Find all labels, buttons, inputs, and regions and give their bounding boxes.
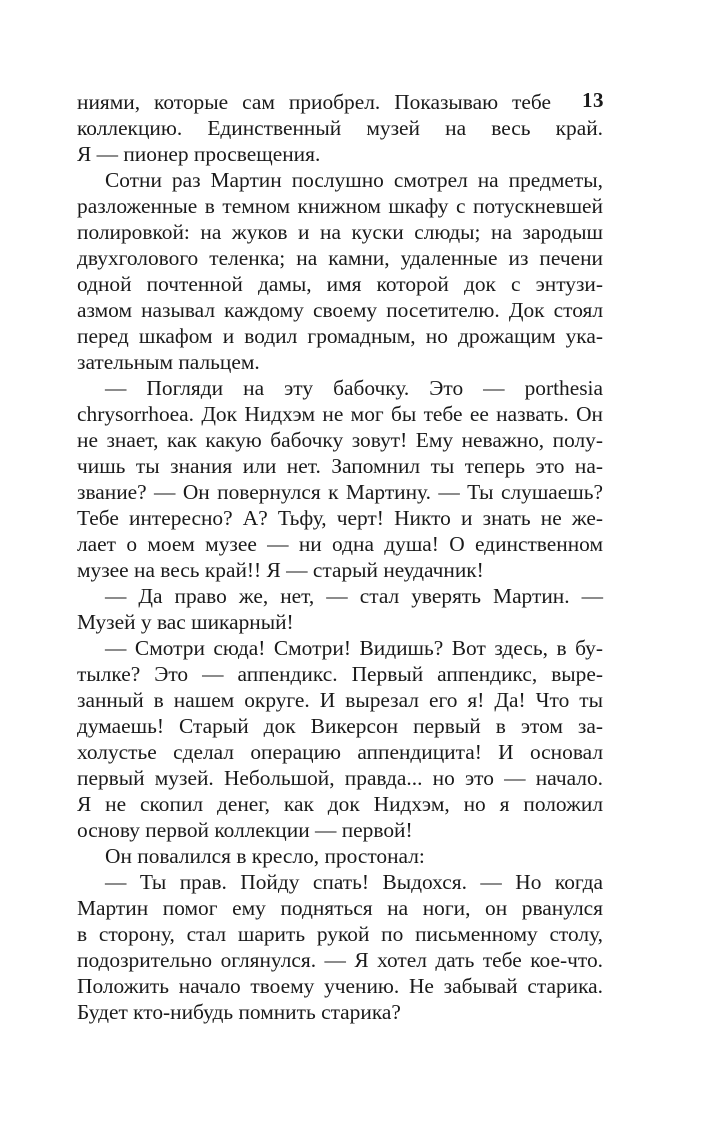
text-line: подозрительно оглянулся. — Я хотел дать тебе кое-что. xyxy=(77,948,603,972)
text-line: Положить начало твоему учению. Не забывай старика. xyxy=(77,974,603,998)
text-line: — Смотри сюда! Смотри! Видишь? Вот здесь, в бу- xyxy=(105,636,603,660)
text-line: азмом называл каждому своему посетителю. Док стоял xyxy=(77,298,603,322)
text-line: Я не скопил денег, как док Нидхэм, но я положил xyxy=(77,792,603,816)
text-line: музее на весь край!! Я — старый неудачник! xyxy=(77,558,484,582)
text-line: полировкой: на жуков и на куски слюды; на зародыш xyxy=(77,220,603,244)
text-line: думаешь! Старый док Викерсон первый в этом за- xyxy=(77,714,603,738)
text-line: — Погляди на эту бабочку. Это — porthesia xyxy=(105,376,603,400)
text-line: разложенные в темном книжном шкафу с потускневшей xyxy=(77,194,603,218)
text-line: лает о моем музее — ни одна душа! О единственном xyxy=(77,532,603,556)
text-line: перед шкафом и водил громадным, но дрожащим ука- xyxy=(77,324,603,348)
text-line: тылке? Это — аппендикс. Первый аппендикс, выре- xyxy=(77,662,603,686)
body-text xyxy=(77,89,603,1025)
text-line: первый музей. Небольшой, правда... но это — начало. xyxy=(77,766,603,790)
text-line: Будет кто-нибудь помнить старика? xyxy=(77,1000,401,1024)
text-line: — Да право же, нет, — стал уверять Мартин. — xyxy=(105,584,603,608)
text-line: — Ты прав. Пойду спать! Выдохся. — Но когда xyxy=(105,870,603,894)
text-line: коллекцию. Единственный музей на весь край. xyxy=(77,116,603,140)
text-line: Музей у вас шикарный! xyxy=(77,610,294,634)
text-line: двухголового теленка; на камни, удаленные из печени xyxy=(77,246,603,270)
text-line: Он повалился в кресло, простонал: xyxy=(105,844,425,868)
text-line: зательным пальцем. xyxy=(77,350,260,374)
page-number: 13 xyxy=(582,88,604,112)
text-line: одной почтенной дамы, имя которой док с энтузи- xyxy=(77,272,603,296)
text-line: холустье сделал операцию аппендицита! И основал xyxy=(77,740,603,764)
text-line: не знает, как какую бабочку зовут! Ему неважно, полу- xyxy=(77,428,603,452)
text-line: Тебе интересно? А? Тьфу, черт! Никто и знать не же- xyxy=(77,506,603,530)
text-line: основу первой коллекции — первой! xyxy=(77,818,413,842)
text-line: в сторону, стал шарить рукой по письменному столу, xyxy=(77,922,603,946)
text-line: Сотни раз Мартин послушно смотрел на предметы, xyxy=(105,168,603,192)
text-line: звание? — Он повернулся к Мартину. — Ты слушаешь? xyxy=(77,480,603,504)
text-line: chrysorrhoea. Док Нидхэм не мог бы тебе ее назвать. Он xyxy=(77,402,603,426)
text-line: Мартин помог ему подняться на ноги, он рванулся xyxy=(77,896,603,920)
text-line: занный в нашем округе. И вырезал его я! Да! Что ты xyxy=(77,688,603,712)
text-line: ниями, которые сам приобрел. Показываю тебе xyxy=(77,90,551,114)
text-line: Я — пионер просвещения. xyxy=(77,142,321,166)
text-line: чишь ты знания или нет. Запомнил ты теперь это на- xyxy=(77,454,603,478)
